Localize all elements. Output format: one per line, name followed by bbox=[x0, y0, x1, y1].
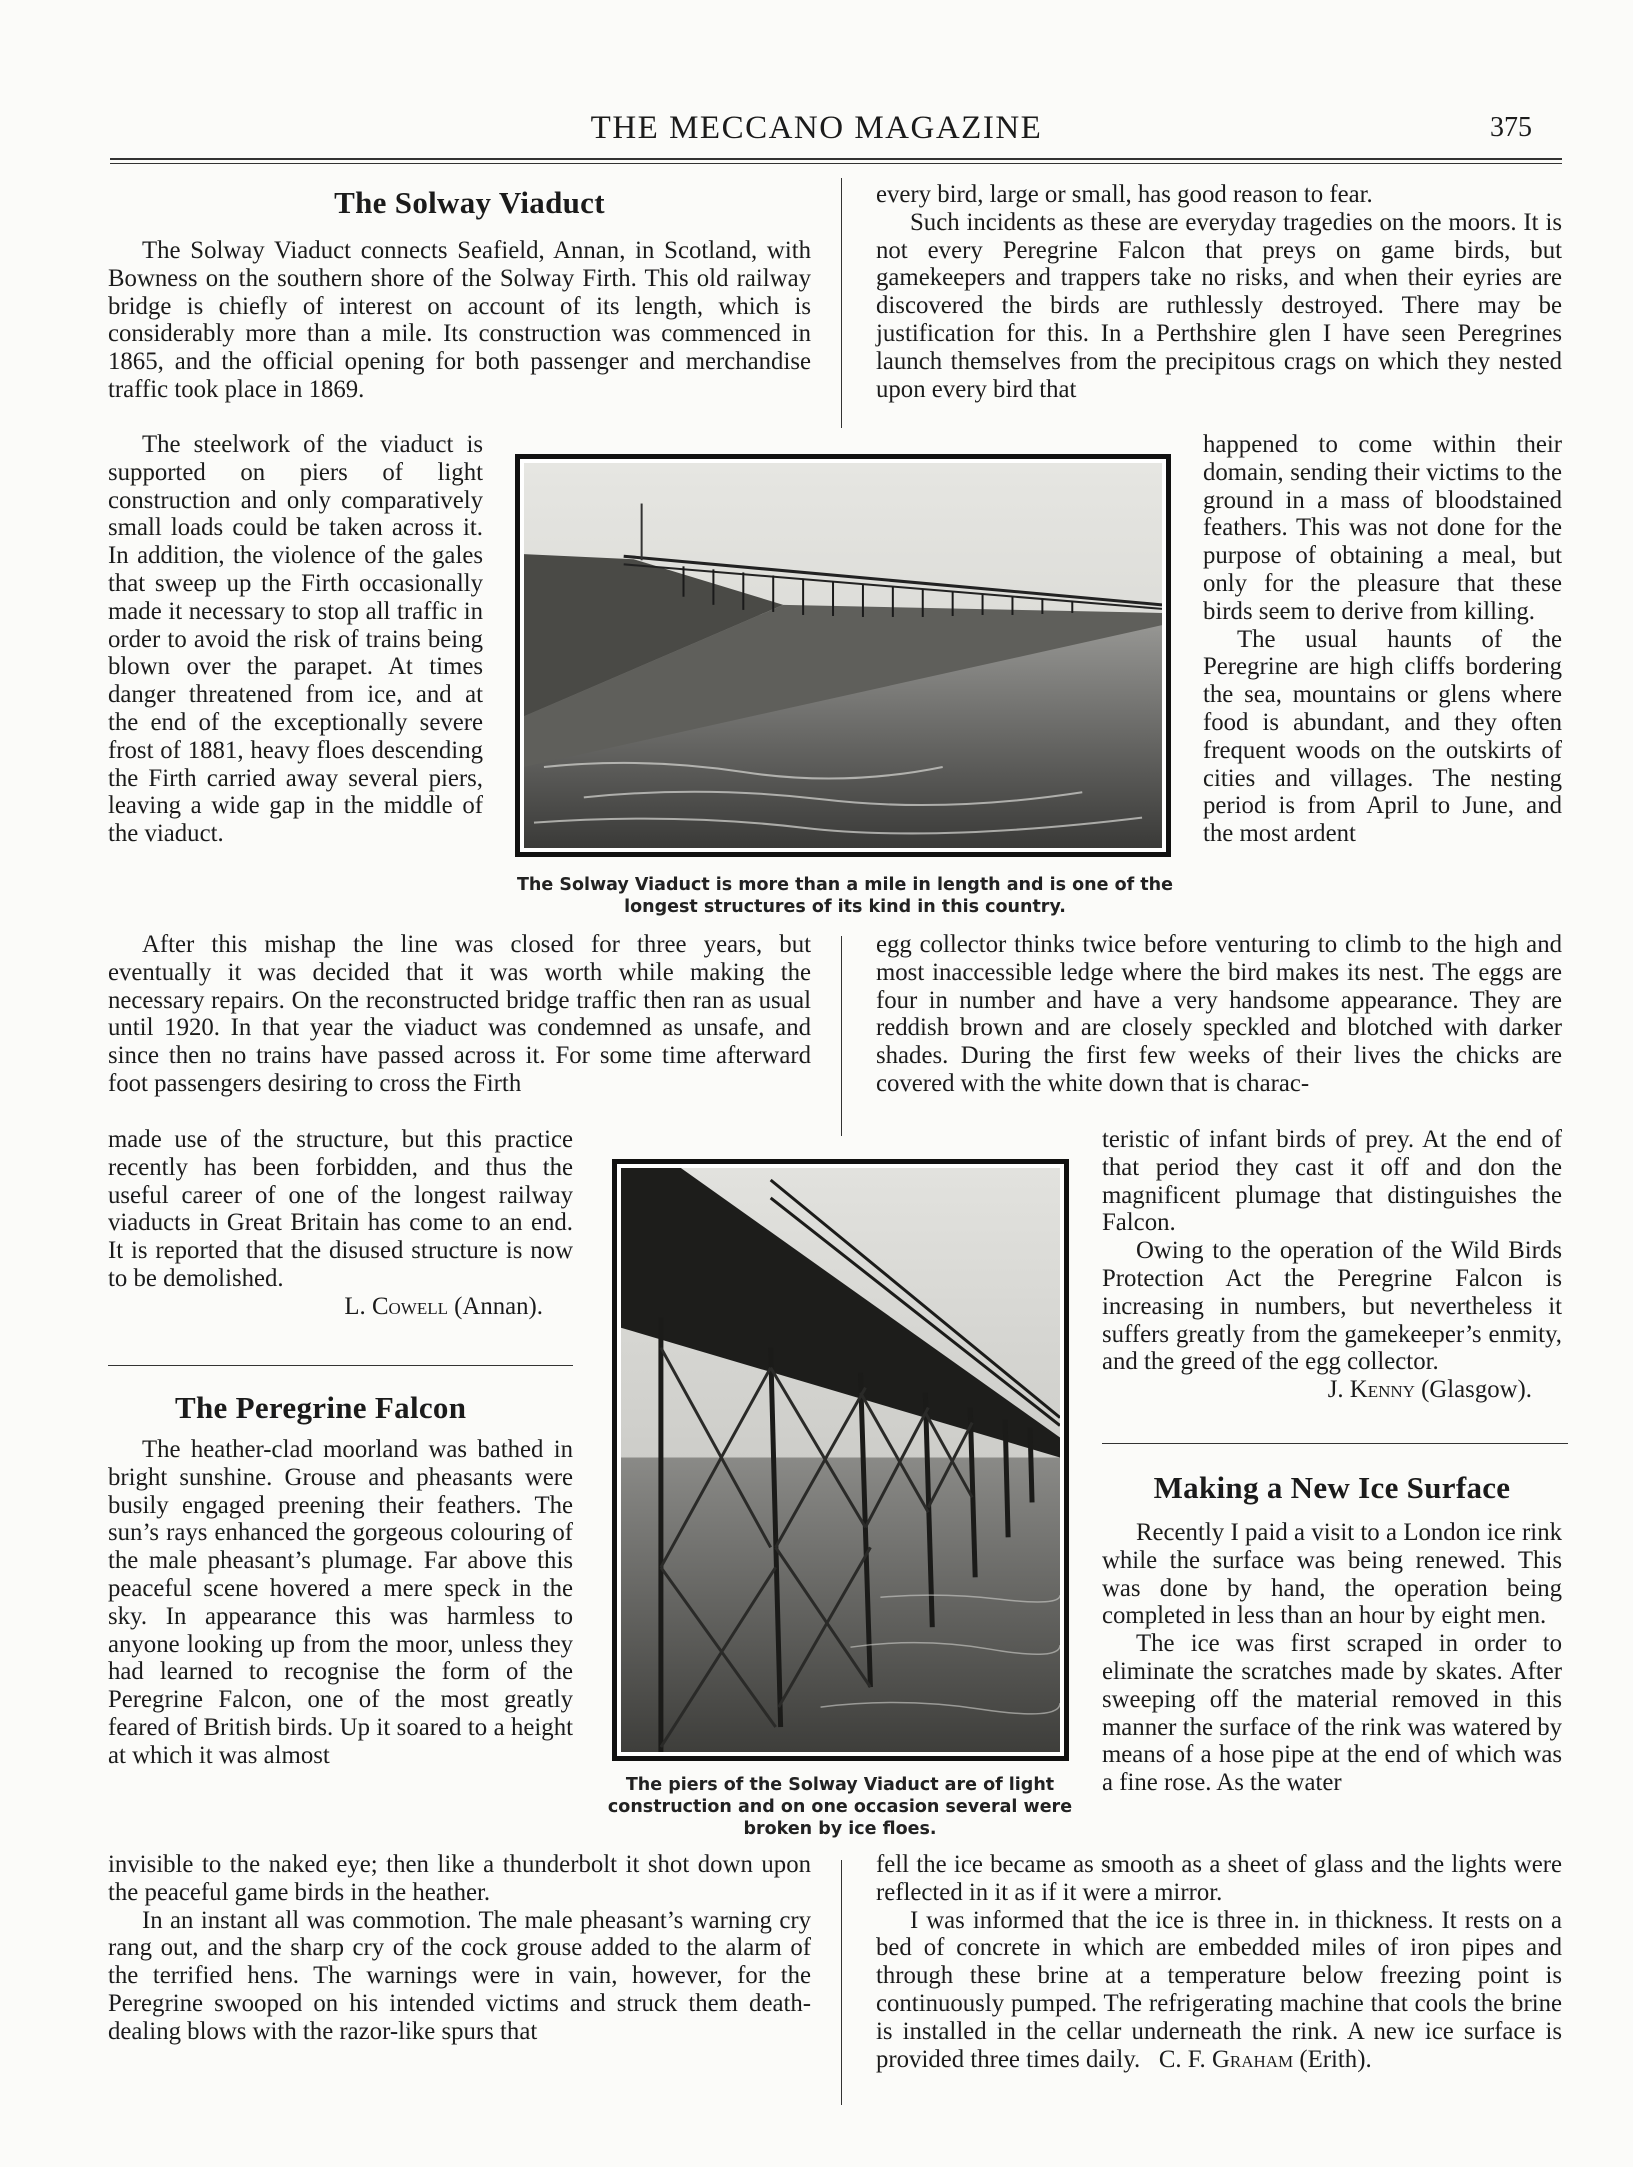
solway-heading: The Solway Viaduct bbox=[334, 185, 605, 220]
viaduct-image-piers bbox=[621, 1168, 1060, 1752]
falcon-para-4-text: The usual haunts of the Peregrine are high cliffs bordering the sea, mountains or glens where food is abundant, and they often frequent woods on the outskirts of cities and villages. The nesting period is from April to June, and the most ardent bbox=[1203, 625, 1562, 848]
section-rule-right bbox=[1102, 1443, 1568, 1444]
solway-author-place: (Annan). bbox=[454, 1292, 543, 1320]
magazine-title: THE MECCANO MAGAZINE bbox=[590, 110, 1043, 146]
solway-para-1 bbox=[108, 237, 811, 404]
falcon-right-narrow bbox=[1203, 431, 1562, 848]
falcon-author: J. Kenny bbox=[1327, 1376, 1415, 1404]
falcon-para-1 bbox=[108, 1436, 573, 1770]
solway-para-1-text: The Solway Viaduct connects Seafield, Annan, in Scotland, with Bowness on the southern shore of the Solway Firth. This old railway bridge is chiefly of interest on account of its length, which is considerably more than a mile. Its construction was commenced in 1865, and the official opening for both passenger and merchandise traffic took place in 1869. bbox=[108, 237, 811, 403]
solway-para-3-text: After this mishap the line was closed for three years, but eventually it was decided that it was worth while making the necessary repairs. On the reconstructed bridge traffic then ran as usual until 1920. In that year the viaduct was condemned as unsafe, and since then no trains have passed across it. For some time afterward foot passengers desiring to cross the Firth bbox=[108, 931, 811, 1097]
viaduct-photo-piers bbox=[612, 1159, 1069, 1761]
column-divider-top bbox=[841, 178, 842, 428]
ice-signature bbox=[1146, 2046, 1371, 2073]
solway-para-2 bbox=[108, 431, 483, 848]
ice-para-2-text: The ice was first scraped in order to eliminate the scratches made by skates. After sweeping off the material removed in this manner the surface of the rink was watered by means of a hose pipe at the end of which was a fine rose. As the water bbox=[1102, 1630, 1562, 1797]
solway-signature bbox=[108, 1293, 573, 1321]
column-divider-middle bbox=[841, 936, 842, 1136]
falcon-right-top-text: every bird, large or small, has good reason to fear. bbox=[876, 181, 1373, 208]
ice-paras bbox=[1102, 1519, 1562, 1797]
header-rule bbox=[110, 158, 1562, 160]
falcon-para-4-cont-text: egg collector thinks twice before venturing to climb to the high and most inaccessible ledge where the bird makes its nest. The eggs are four in number and have a very handsome appearance. They are reddish brown and are closely speckled and blotched with darker shades. During the first few weeks of their lives the chicks are covered with the white down that is charac- bbox=[876, 931, 1562, 1097]
viaduct-photo-wide-caption: The Solway Viaduct is more than a mile in length and is one of the longest structures of its kind in this country. bbox=[517, 875, 1173, 917]
header-rule-thin bbox=[110, 163, 1562, 164]
falcon-signature bbox=[1102, 1376, 1562, 1404]
falcon-para-2-text: In an instant all was commotion. The male pheasant’s warning cry rang out, and the sharp cry of the cock grouse added to the alarm of the terrified hens. The warnings were in vain, however, for the Peregrine swooped on his intended victims and struck them death-dealing blows with the razor-like spurs that bbox=[108, 1906, 811, 2045]
solway-author: L. Cowell bbox=[344, 1292, 448, 1320]
ice-para-1-text: Recently I paid a visit to a London ice rink while the surface was being renewed. This was done by hand, the operation being completed in less than an hour by eight men. bbox=[1102, 1519, 1562, 1630]
ice-author: C. F. Graham bbox=[1158, 2045, 1294, 2073]
ice-para-3-body: I was informed that the ice is three in. in thickness. It rests on a bed of concrete in which are embedded miles of iron pipes and through these brine at a temperature below freezing point is continuously pumped. The refrigerating machine that cools the brine is installed in the cellar underneath the rink. A new ice surface is provided three times daily. bbox=[876, 1906, 1562, 2073]
viaduct-photo-piers-caption: The piers of the Solway Viaduct are of light construction and on one occasion several were broken by ice floes. bbox=[607, 1775, 1073, 1839]
solway-para-3 bbox=[108, 931, 811, 1098]
ice-heading: Making a New Ice Surface bbox=[1153, 1470, 1511, 1505]
falcon-para-3-cont: happened to come within their domain, sending their victims to the ground in a mass of bloodstained feathers. This was not done for the purpose of obtaining a meal, but only for the pleasure that these birds seem to derive from killing. bbox=[1203, 431, 1562, 625]
ice-author-place: (Erith). bbox=[1299, 2045, 1372, 2073]
column-divider-bottom bbox=[841, 1860, 842, 2105]
section-rule-left bbox=[108, 1365, 573, 1366]
falcon-para-4-cont bbox=[876, 931, 1562, 1098]
solway-para-2-text: The steelwork of the viaduct is supported on piers of light construction and only comparatively small loads could be taken across it. In addition, the violence of the gales that sweep up the Firth occasionally made it necessary to stop all traffic in order to avoid the risk of trains being blown over the parapet. At times danger threatened from ice, and at the end of the exceptionally severe frost of 1881, heavy floes descending the Firth carried away several piers, leaving a wide gap in the middle of the viaduct. bbox=[108, 431, 483, 848]
falcon-heading: The Peregrine Falcon bbox=[175, 1390, 467, 1425]
ice-para-2-cont-text: fell the ice became as smooth as a sheet of glass and the lights were reflected in it as if it were a mirror. bbox=[876, 1851, 1562, 1906]
falcon-author-place: (Glasgow). bbox=[1421, 1376, 1532, 1404]
ice-para-2-cont bbox=[876, 1851, 1562, 2073]
falcon-right-narrow-2 bbox=[1102, 1126, 1562, 1404]
viaduct-image-wide bbox=[524, 463, 1162, 848]
falcon-para-1-cont-text: invisible to the naked eye; then like a thunderbolt it shot down upon the peaceful game birds in the heather. bbox=[108, 1851, 811, 1906]
falcon-para-3-text: Such incidents as these are everyday tragedies on the moors. It is not every Peregrine Falcon that preys on game birds, but gamekeepers and trappers take no risks, and when their eyries are discovered the birds are ruthlessly destroyed. There may be justification for this. In a Perthshire glen I have seen Peregrines launch themselves from the precipitous crags on which they nested upon every bird that bbox=[876, 208, 1562, 403]
ice-para-3-text bbox=[876, 1907, 1562, 2074]
viaduct-photo-wide bbox=[515, 454, 1171, 857]
solway-para-3-cont bbox=[108, 1126, 573, 1321]
falcon-para-1-cont bbox=[108, 1851, 811, 2046]
falcon-right-top bbox=[876, 181, 1562, 403]
falcon-para-5-text: Owing to the operation of the Wild Birds Protection Act the Peregrine Falcon is increasing in numbers, but nevertheless it suffers greatly from the gamekeeper’s enmity, and the greed of the egg collector. bbox=[1102, 1237, 1562, 1376]
falcon-para-4-cont2: teristic of infant birds of prey. At the end of that period they cast it off and don the magnificent plumage that distinguishes the Falcon. bbox=[1102, 1126, 1562, 1237]
falcon-para-1-text: The heather-clad moorland was bathed in bright sunshine. Grouse and pheasants were busily engaged preening their feathers. The sun’s rays enhanced the gorgeous colouring of the male pheasant’s plumage. Far above this peaceful scene hovered a mere speck in the sky. In appearance this was harmless to anyone looking up from the moor, unless they had learned to recognise the form of the Peregrine Falcon, one of the most greatly feared of British birds. Up it soared to a height at which it was almost bbox=[108, 1436, 573, 1769]
page-number: 375 bbox=[1490, 112, 1532, 143]
solway-para-3-cont-text: made use of the structure, but this practice recently has been forbidden, and thus the useful career of one of the longest railway viaducts in Great Britain has come to an end. It is reported that the disused structure is now to be demolished. bbox=[108, 1126, 573, 1292]
